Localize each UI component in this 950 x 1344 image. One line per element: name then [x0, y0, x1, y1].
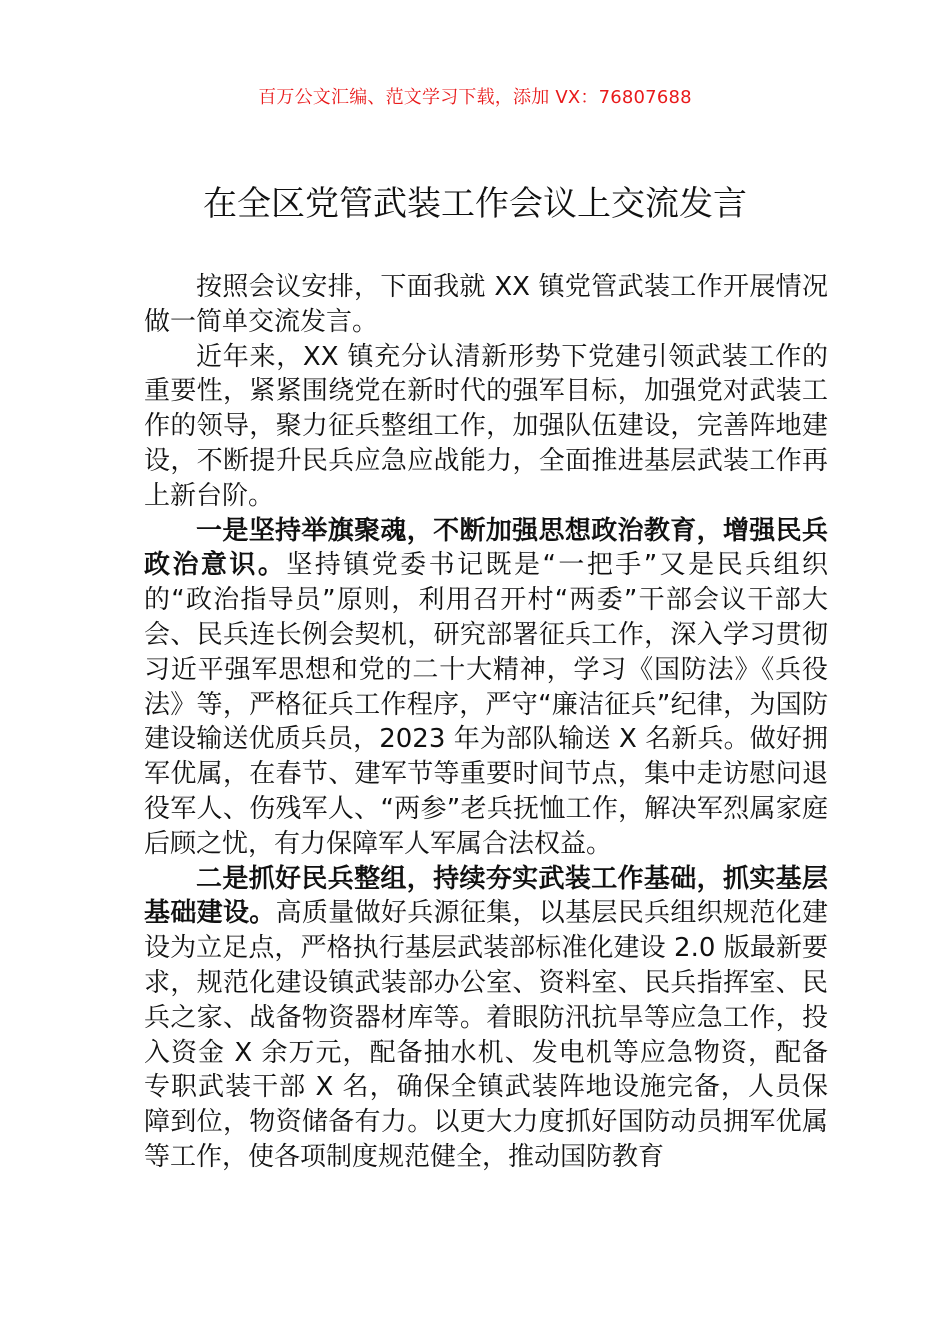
- paragraph-point-two-lead: 二是抓好民兵整组，持续夯实武装工作基础，抓实基层基础建设。: [144, 863, 828, 929]
- paragraph-intro: [144, 270, 828, 340]
- paragraph-overview-text: 近年来，XX 镇充分认清新形势下党建引领武装工作的重要性，紧紧围绕党在新时代的强军目标，加强党对武装工作的领导，聚力征兵整组工作，加强队伍建设，完善阵地建设，不断提升民兵应急应战能力，全面推进基层武装工作再上新台阶。: [144, 341, 828, 511]
- paragraph-point-one: [144, 514, 828, 862]
- paragraph-point-two-text: 高质量做好兵源征集，以基层民兵组织规范化建设为立足点，严格执行基层武装部标准化建设 2.0 版最新要求，规范化建设镇武装部办公室、资料室、民兵指挥室、民兵之家、战备物资器材库等。着眼防汛抗旱等应急工作，投入资金 X 余万元，配备抽水机、发电机等应急物资，配备专职武装干部 X 名，确保全镇武装阵地设施完备，人员保障到位，物资储备有力。以更大力度抓好国防动员拥军优属等工作，使各项制度规范健全，推动国防教育: [144, 898, 828, 1172]
- paragraph-intro-text: 按照会议安排，下面我就 XX 镇党管武装工作开展情况做一简单交流发言。: [144, 272, 828, 337]
- paragraph-point-one-lead: 一是坚持举旗聚魂，不断加强思想政治教育，增强民兵政治意识。: [144, 515, 828, 581]
- paragraph-point-one-text: 坚持镇党委书记既是“一把手”又是民兵组织的“政治指导员”原则，利用召开村“两委”干部会议干部大会、民兵连长例会契机，研究部署征兵工作，深入学习贯彻习近平强军思想和党的二十大精神，学习《国防法》《兵役法》等，严格征兵工作程序，严守“廉洁征兵”纪律，为国防建设输送优质兵员，2023 年为部队输送 X 名新兵。做好拥军优属，在春节、建军节等重要时间节点，集中走访慰问退役军人、伤残军人、“两参”老兵抚恤工作，解决军烈属家庭后顾之忧，有力保障军人军属合法权益。: [144, 550, 828, 859]
- paragraph-overview: [144, 340, 828, 514]
- document-body: [144, 270, 828, 1175]
- paragraph-point-two: [144, 862, 828, 1175]
- document-title: 在全区党管武装工作会议上交流发言: [203, 184, 747, 224]
- watermark-banner: 百万公文汇编、范文学习下载，添加 VX：76807688: [258, 87, 692, 108]
